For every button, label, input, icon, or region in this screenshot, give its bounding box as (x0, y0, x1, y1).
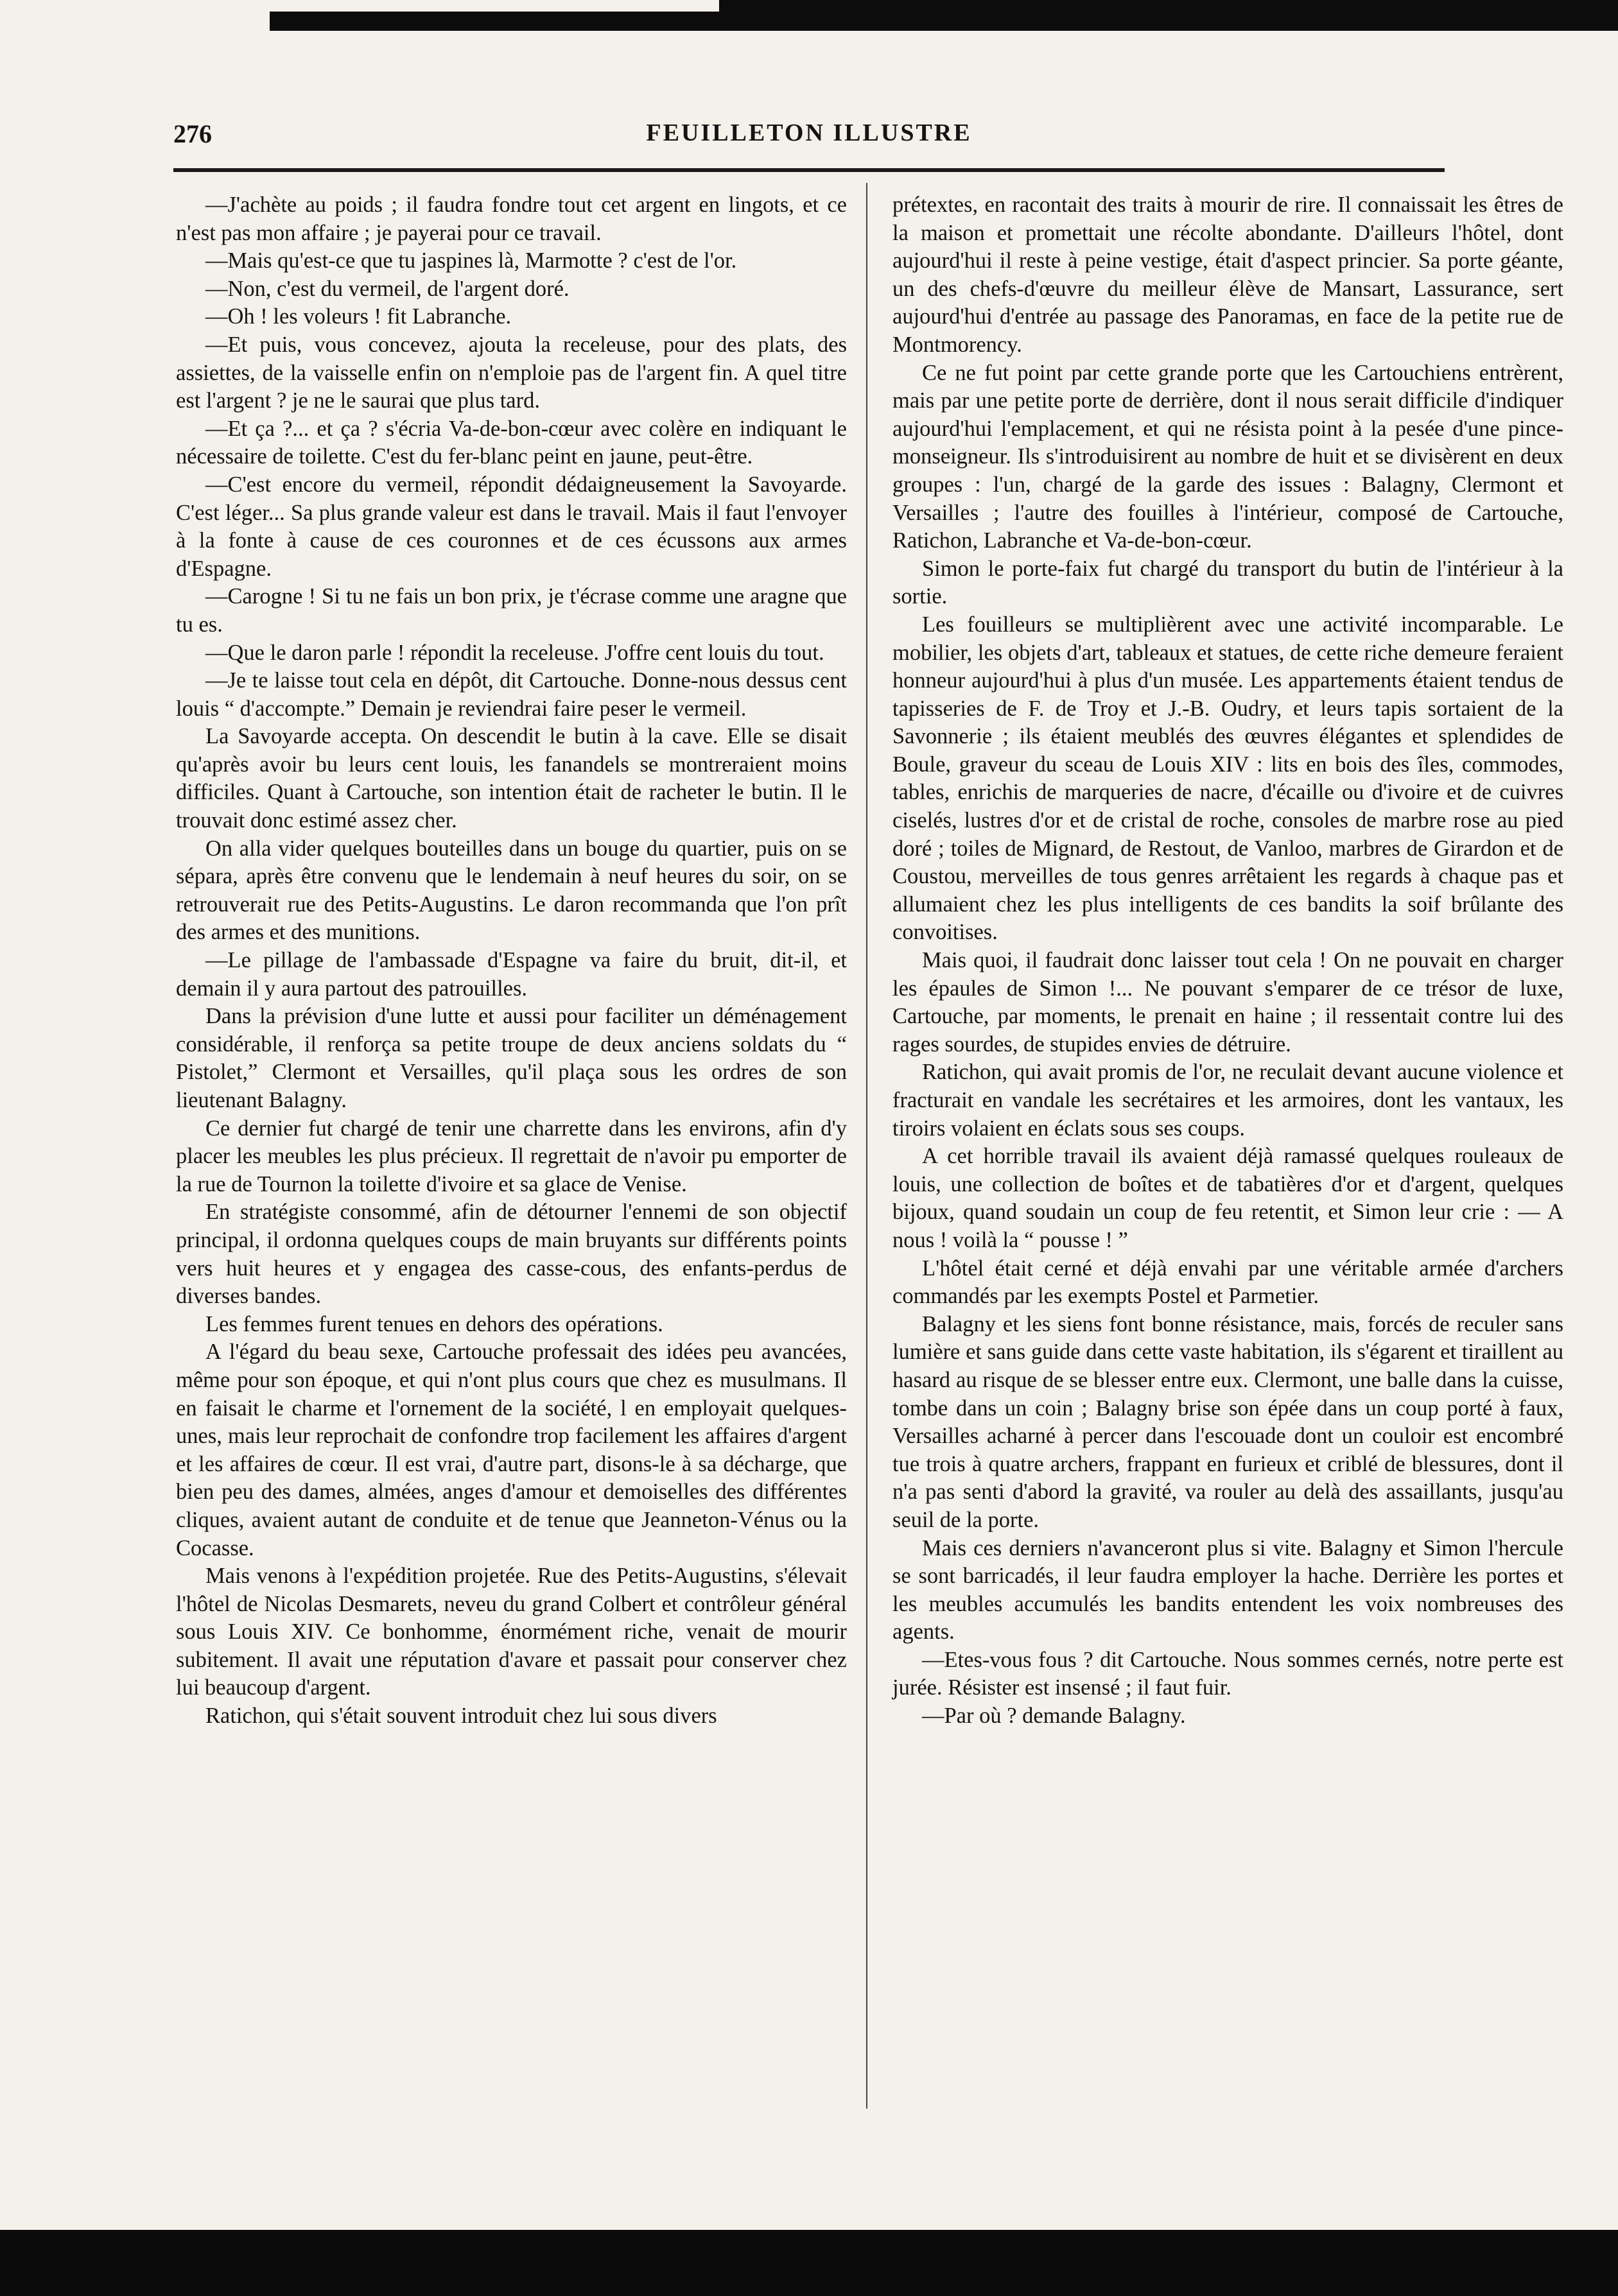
paragraph: Ce dernier fut chargé de tenir une charrette dans les environs, afin d'y placer les meubles les plus précieux. Il regrettait de n'avoir pu emporter de la rue de Tournon la toilette d'ivoire et sa glace de Venise. (176, 1116, 847, 1196)
paragraph: Simon le porte-faix fut chargé du transport du butin de l'intérieur à la sortie. (892, 556, 1563, 609)
paragraph: Mais ces derniers n'avanceront plus si vite. Balagny et Simon l'hercule se sont barricadés, il leur faudra employer la hache. Derrière les portes et les meubles accumulés les bandits entendent les voix nombreuses des agents. (892, 1535, 1563, 1644)
paragraph: —Carogne ! Si tu ne fais un bon prix, je t'écrase comme une aragne que tu es. (176, 584, 847, 637)
paragraph: Ratichon, qui s'était souvent introduit chez lui sous divers (205, 1704, 717, 1729)
paragraph: Balagny et les siens font bonne résistance, mais, forcés de reculer sans lumière et sans guide dans cette vaste habitation, ils s'égarent et tiraillent au hasard au risque de se blesser entre eux. Clermont, une balle dans la cuisse, tombe dans un coin ; Balagny brise son épée dans un coup porté à faux, Versailles acharné à percer dans l'escouade dont un couloir est encombré tue trois à quatre archers, frappant en furieux et criblé de blessures, dont il n'a pas senti d'abord la gravité, va rouler au delà des assaillants, jusqu'au seuil de la porte. (892, 1311, 1563, 1532)
bottom-scan-border (0, 2230, 1618, 2296)
paragraph: —Le pillage de l'ambassade d'Espagne va faire du bruit, dit-il, et demain il y aura partout des patrouilles. (176, 948, 847, 1001)
paragraph: prétextes, en racontait des traits à mourir de rire. Il connaissait les êtres de la maison et promettait une récolte abondante. D'ailleurs l'hôtel, dont aujourd'hui il reste à peine vestige, était d'aspect princier. Sa porte géante, un des chefs-d'œuvre du meilleur élève de Mansart, Lassurance, sert aujourd'hui d'entrée au passage des Panoramas, en face de la petite rue de Montmorency. (892, 193, 1563, 357)
paragraph: A cet horrible travail ils avaient déjà ramassé quelques rouleaux de louis, une collection de boîtes et de tabatières d'or et d'argent, quelques bijoux, quand soudain un coup de feu retentit, et Simon leur crie : — A nous ! voilà la “ pousse ! ” (892, 1144, 1563, 1252)
paragraph: —Je te laisse tout cela en dépôt, dit Cartouche. Donne-nous dessus cent louis “ d'accompte.” Demain je reviendrai faire peser le vermeil. (176, 668, 847, 721)
paragraph: Ratichon, qui avait promis de l'or, ne reculait devant aucune violence et fracturait en vandale les secrétaires et les armoires, dont les vantaux, les tiroirs volaient en éclats sous ses coups. (892, 1060, 1563, 1141)
paragraph: —J'achète au poids ; il faudra fondre tout cet argent en lingots, et ce n'est pas mon affaire ; je payerai pour ce travail. (176, 193, 847, 245)
top-scan-border (270, 0, 1618, 31)
paragraph: Les fouilleurs se multiplièrent avec une activité incomparable. Le mobilier, les objets d'art, tableaux et statues, de cette riche demeure feraient honneur aujourd'hui à plus d'un musée. Les appartements étaient tendus de tapisseries de F. de Troy et J.-B. Oudry, et leurs tapis sortaient de la Savonnerie ; ils étaient meublés des œuvres élégantes et splendides de Boule, graveur du sceau de Louis XIV : lits en bois des îles, commodes, tables, enrichis de marqueries de nacre, d'écaille ou d'ivoire et de cuivres ciselés, lustres d'or et de cristal de roche, consoles de marbre rose au pied doré ; toiles de Mignard, de Restout, de Vanloo, marbres de Girardon et de Coustou, merveilles de tous genres arrêtaient les regards à chaque pas et allumaient chez les plus intelligents de ces bandits la soif brûlante des convoitises. (892, 612, 1563, 945)
paragraph: On alla vider quelques bouteilles dans un bouge du quartier, puis on se sépara, après être convenu que le lendemain à neuf heures du soir, on se retrouverait rue des Petits-Augustins. Le daron recommanda que l'on prît des armes et des munitions. (176, 836, 847, 945)
paragraph: Les femmes furent tenues en dehors des opérations. (205, 1311, 663, 1336)
column-divider (866, 183, 867, 2109)
paragraph: En stratégiste consommé, afin de détourner l'ennemi de son objectif principal, il ordonna quelques coups de main bruyants sur différents points vers huit heures et y engagea des casse-cous, des enfants-perdus de diverses bandes. (176, 1200, 847, 1309)
page-header (173, 119, 1445, 157)
right-column (892, 191, 1563, 1731)
paragraph: —Et puis, vous concevez, ajouta la receleuse, pour des plats, des assiettes, de la vaisselle enfin on n'emploie pas de l'argent fin. A quel titre est l'argent ? je ne le saurai que plus tard. (176, 332, 847, 413)
paragraph: —Etes-vous fous ? dit Cartouche. Nous sommes cernés, notre perte est jurée. Résister est insensé ; il faut fuir. (892, 1647, 1563, 1700)
paragraph: Mais venons à l'expédition projetée. Rue des Petits-Augustins, s'élevait l'hôtel de Nicolas Desmarets, neveu du grand Colbert et contrôleur général sous Louis XIV. Ce bonhomme, énormément riche, venait de mourir subitement. Il avait une réputation d'avare et passait pour conserver chez lui beaucoup d'argent. (176, 1564, 847, 1700)
header-rule (173, 168, 1445, 172)
paragraph: Mais quoi, il faudrait donc laisser tout cela ! On ne pouvait en charger les épaules de Simon !... Ne pouvant s'emparer de ce trésor de luxe, Cartouche, par moments, le prenait en haine ; il ressentait contre lui des rages sourdes, de stupides envies de détruire. (892, 948, 1563, 1057)
paragraph: —Que le daron parle ! répondit la receleuse. J'offre cent louis du tout. (205, 640, 824, 665)
paragraph: Ce ne fut point par cette grande porte que les Cartouchiens entrèrent, mais par une petite porte de derrière, dont il nous serait difficile d'indiquer aujourd'hui l'emplacement, et qui ne résista point à la pesée d'une pince-monseigneur. Ils s'introduisirent au nombre de huit et se divisèrent en deux groupes : l'un, chargé de la garde des issues : Balagny, Clermont et Versailles ; l'autre des fouilles à l'intérieur, composé de Cartouche, Ratichon, Labranche et Va-de-bon-cœur. (892, 360, 1563, 553)
paragraph: L'hôtel était cerné et déjà envahi par une véritable armée d'archers commandés par les exempts Postel et Parmetier. (892, 1256, 1563, 1309)
paragraph: —Et ça ?... et ça ? s'écria Va-de-bon-cœur avec colère en indiquant le nécessaire de toilette. C'est du fer-blanc peint en jaune, peut-être. (176, 416, 847, 469)
left-column (176, 191, 847, 1731)
running-title: FEUILLETON ILLUSTRE (646, 119, 972, 146)
paragraph: —Par où ? demande Balagny. (922, 1704, 1186, 1729)
paragraph: La Savoyarde accepta. On descendit le butin à la cave. Elle se disait qu'après avoir bu leurs cent louis, les fanandels se montreraient moins difficiles. Quant à Cartouche, son intention était de racheter le butin. Il le trouvait donc estimé assez cher. (176, 724, 847, 833)
paragraph: Dans la prévision d'une lutte et aussi pour faciliter un déménagement considérable, il renforça sa petite troupe de deux anciens soldats du “ Pistolet,” Clermont et Versailles, qu'il plaça sous les ordres de son lieutenant Balagny. (176, 1004, 847, 1112)
paragraph: —Oh ! les voleurs ! fit Labranche. (205, 304, 512, 329)
paragraph: A l'égard du beau sexe, Cartouche professait des idées peu avancées, même pour son époque, et qui n'ont plus cours que chez es musulmans. Il en faisait le charme et l'ornement de la société, l en employait quelques-unes, mais leur reprochait de confondre trop facilement les affaires d'argent et les affaires de cœur. Il est vrai, d'autre part, disons-le à sa décharge, que bien peu des dames, almées, anges d'amour et demoiselles des différentes cliques, avaient autant de conduite et de tenue que Jeanneton-Vénus ou la Cocasse. (176, 1340, 847, 1560)
page-number: 276 (173, 119, 212, 148)
paragraph: —C'est encore du vermeil, répondit dédaigneusement la Savoyarde. C'est léger... Sa plus grande valeur est dans le travail. Mais il faut l'envoyer à la fonte à cause de ces couronnes et de ces écussons aux armes d'Espagne. (176, 472, 847, 581)
paragraph: —Non, c'est du vermeil, de l'argent doré. (205, 276, 570, 301)
paragraph: —Mais qu'est-ce que tu jaspines là, Marmotte ? c'est de l'or. (205, 248, 737, 273)
